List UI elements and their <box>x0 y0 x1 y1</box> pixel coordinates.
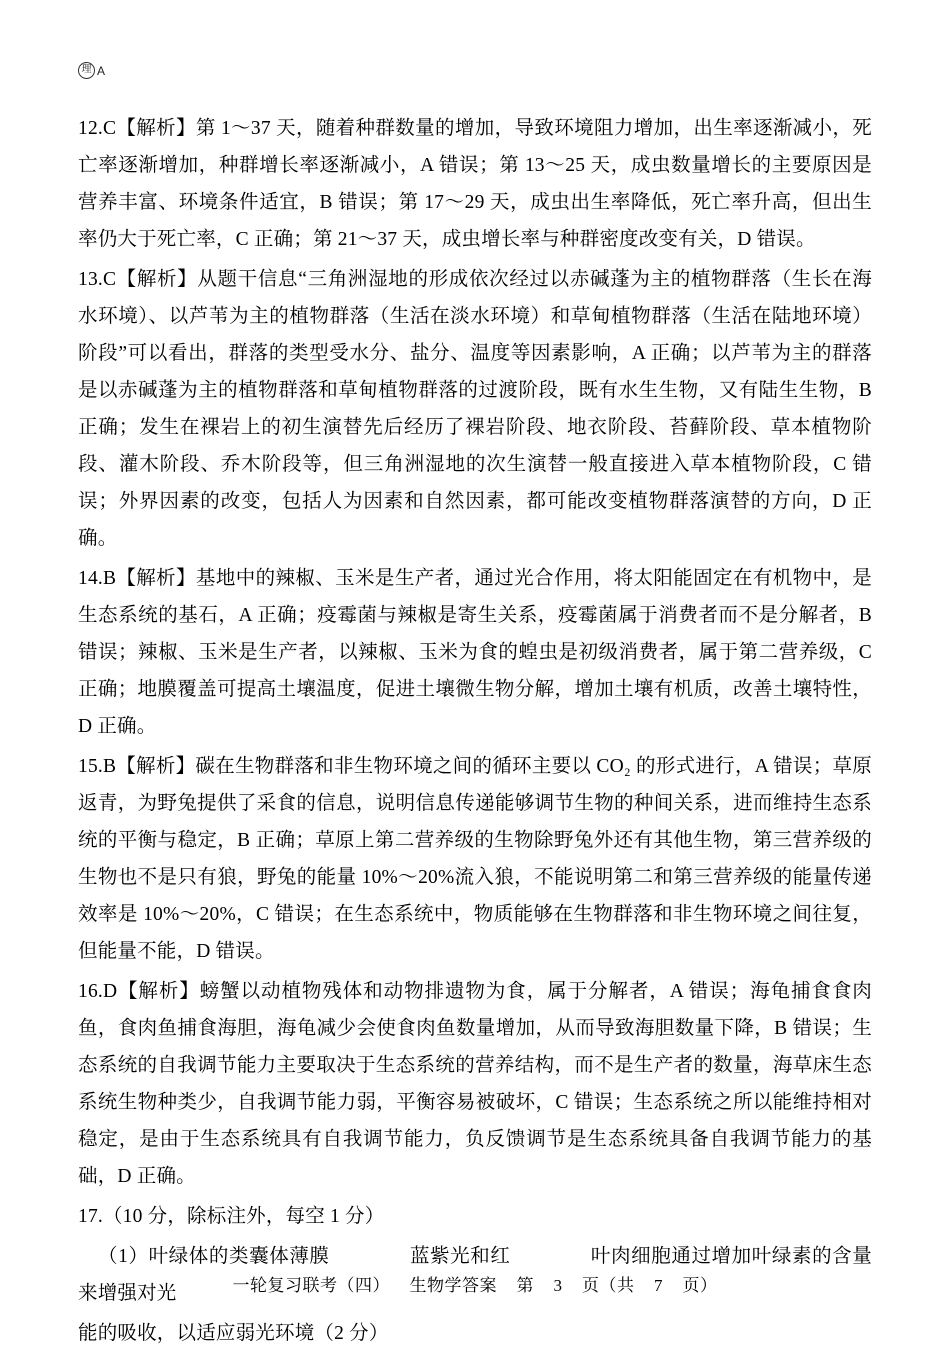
answer-item-17-line-2: 能的吸收，以适应弱光环境（2 分） <box>78 1323 389 1344</box>
answer-item-17-heading: 17.（10 分，除标注外，每空 1 分） <box>78 1206 385 1227</box>
footer-page-prefix: 第 <box>516 1276 534 1295</box>
corner-letter: A <box>97 63 106 78</box>
footer-page-middle: 页（共 <box>582 1276 635 1295</box>
answer-item-14: 14.B【解析】基地中的辣椒、玉米是生产者，通过光合作用，将太阳能固定在有机物中，是生态系统的基石，A 正确；疫霉菌与辣椒是寄生关系，疫霉菌属于消费者而不是分解者，B 错误；辣椒、玉米是生产者，以辣椒、玉米为食的蝗虫是初级消费者，属于第二营养级，C 正确；地膜覆盖可提高土壤温度，促进土壤微生物分解，增加土壤有机质，改善土壤特性，D 正确。 <box>78 568 872 737</box>
boxed-char-icon: 理 <box>78 62 95 79</box>
answers-body <box>78 110 872 1352</box>
answer-item-17-line-1: （1）叶绿体的类囊体薄膜 蓝紫光和红 叶肉细胞通过增加叶绿素的含量来增强对光 <box>78 1246 872 1304</box>
answer-item-16: 16.D【解析】螃蟹以动植物残体和动物排遗物为食，属于分解者，A 错误；海龟捕食食肉鱼，食肉鱼捕食海胆，海龟减少会使食肉鱼数量增加，从而导致海胆数量下降，B 错误；生态系统的自我调节能力主要取决于生态系统的营养结构，而不是生产者的数量，海草床生态系统生物种类少，自我调节能力弱，平衡容易被破坏，C 错误；生态系统之所以能维持相对稳定，是由于生态系统具有自我调节能力，负反馈调节是生态系统具备自我调节能力的基础，D 正确。 <box>78 981 872 1187</box>
footer-page-number: 3 <box>553 1276 563 1295</box>
page-footer <box>0 1271 950 1296</box>
page-corner-mark <box>78 62 105 79</box>
answer-item-12: 12.C【解析】第 1～37 天，随着种群数量的增加，导致环境阻力增加，出生率逐渐减小，死亡率逐渐增加，种群增长率逐渐减小，A 错误；第 13～25 天，成虫数量增长的主要原因是营养丰富、环境条件适宜，B 错误；第 17～29 天，成虫出生率降低，死亡率升高，但出生率仍大于死亡率，C 正确；第 21～37 天，成虫增长率与种群密度改变有关，D 错误。 <box>78 118 872 250</box>
footer-total-pages: 7 <box>654 1276 663 1295</box>
answer-item-15: 15.B【解析】碳在生物群落和非生物环境之间的循环主要以 CO₂ 的形式进行，A 错误；草原返青，为野兔提供了采食的信息，说明信息传递能够调节生物的种间关系，进而维持生态系统的平衡与稳定，B 正确；草原上第二营养级的生物除野兔外还有其他生物，第三营养级的生物也不是只有狼，野兔的能量 10%～20%流入狼，不能说明第二和第三营养级的能量传递效率是 10%～20%，C 错误；在生态系统中，物质能够在生物群落和非生物环境之间往复，但能量不能，D 错误。 <box>78 756 872 962</box>
footer-subject: 生物学答案 <box>409 1276 497 1295</box>
footer-exam-name: 一轮复习联考（四） <box>232 1276 390 1295</box>
answer-item-13: 13.C【解析】从题干信息“三角洲湿地的形成依次经过以赤碱蓬为主的植物群落（生长在海水环境）、以芦苇为主的植物群落（生活在淡水环境）和草甸植物群落（生活在陆地环境）阶段”可以看出，群落的类型受水分、盐分、温度等因素影响，A 正确；以芦苇为主的群落是以赤碱蓬为主的植物群落和草甸植物群落的过渡阶段，既有水生生物，又有陆生生物，B 正确；发生在裸岩上的初生演替先后经历了裸岩阶段、地衣阶段、苔藓阶段、草本植物阶段、灌木阶段、乔木阶段等，但三角洲湿地的次生演替一般直接进入草本植物阶段，C 错误；外界因素的改变，包括人为因素和自然因素，都可能改变植物群落演替的方向，D 正确。 <box>78 269 872 549</box>
footer-page-suffix: 页） <box>682 1276 718 1295</box>
